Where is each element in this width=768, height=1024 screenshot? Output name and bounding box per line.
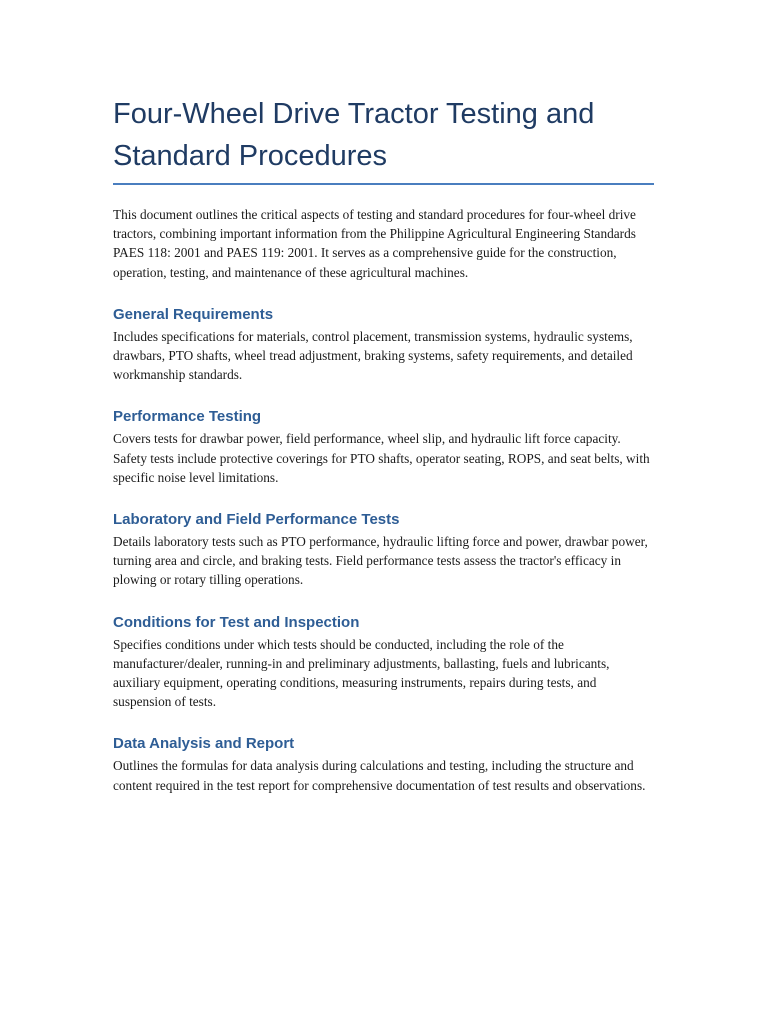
section-lab-field-tests [113, 510, 654, 590]
section-heading: Laboratory and Field Performance Tests [113, 511, 400, 529]
section-data-analysis [113, 734, 654, 794]
section-heading: General Requirements [113, 305, 274, 323]
section-body: Details laboratory tests such as PTO performance, hydraulic lifting force and power, drawbar power, turning area and circle, and braking tests. Field performance tests assess the tractor's efficacy in plowing or rotary tilling operations. [113, 534, 648, 588]
intro-paragraph: This document outlines the critical aspects of testing and standard procedures for four-wheel drive tractors, combining important information from the Philippine Agricultural Engineering Standards PAES 118: 2001 and PAES 119: 2001. It serves as a comprehensive guide for the construction, operation, testing, and maintenance of these agricultural machines. [113, 207, 636, 280]
document-title: Four-Wheel Drive Tractor Testing and Standard Procedures [113, 93, 654, 185]
document-page [113, 93, 654, 795]
section-general-requirements [113, 305, 654, 385]
section-body: Specifies conditions under which tests should be conducted, including the role of the manufacturer/dealer, running-in and preliminary adjustments, ballasting, fuels and lubricants, auxiliary equipment, operating conditions, measuring instruments, repairs during tests, and suspension of tests. [113, 636, 610, 710]
section-heading: Conditions for Test and Inspection [113, 613, 360, 631]
section-heading: Performance Testing [113, 408, 262, 426]
section-performance-testing [113, 407, 654, 487]
section-body: Includes specifications for materials, control placement, transmission systems, hydraulic systems, drawbars, PTO shafts, wheel tread adjustment, braking systems, safety requirements, and detailed workmanship standards. [113, 328, 633, 383]
section-body: Covers tests for drawbar power, field performance, wheel slip, and hydraulic lift force capacity. Safety tests include protective coverings for PTO shafts, operator seating, ROPS, and seat belts, with specific noise level limitations. [113, 431, 650, 485]
section-test-conditions [113, 613, 654, 712]
section-heading: Data Analysis and Report [113, 735, 295, 753]
section-body: Outlines the formulas for data analysis during calculations and testing, including the structure and content required in the test report for comprehensive documentation of test results and observations. [113, 758, 646, 793]
